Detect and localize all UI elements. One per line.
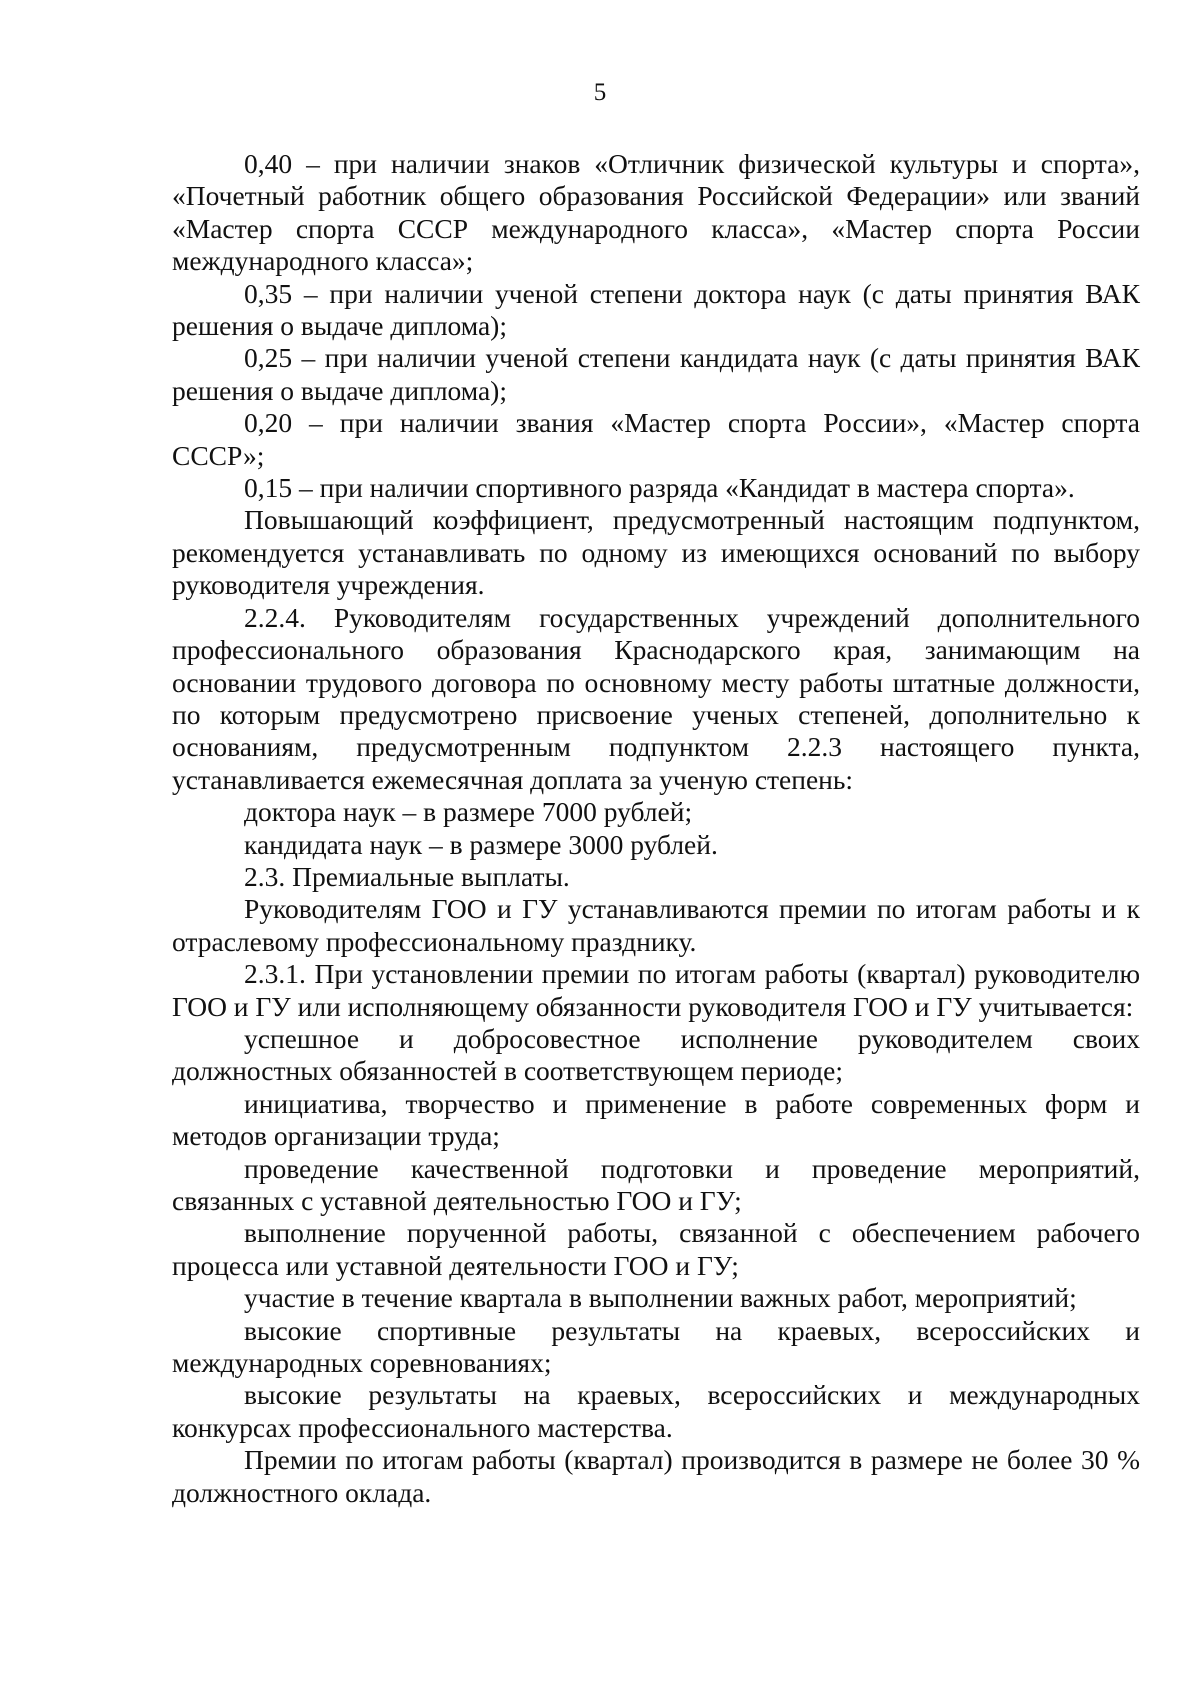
paragraph-coefficient-035: 0,35 – при наличии ученой степени доктора наук (с даты принятия ВАК решения о выдаче диплома); <box>172 277 1140 342</box>
list-item-quarter-participation: участие в течение квартала в выполнении важных работ, мероприятий; <box>244 1282 1077 1314</box>
list-item-sports-results: высокие спортивные результаты на краевых, всероссийских и международных соревнованиях; <box>172 1314 1140 1379</box>
document-body <box>172 148 1140 1509</box>
list-item-assigned-work: выполнение порученной работы, связанной с обеспечением рабочего процесса или уставной деятельности ГОО и ГУ; <box>172 1217 1140 1281</box>
paragraph-doctor-payment: доктора наук – в размере 7000 рублей; <box>244 796 693 828</box>
paragraph-coefficient-020: 0,20 – при наличии звания «Мастер спорта России», «Мастер спорта СССР»; <box>172 407 1140 471</box>
paragraph-2-2-4: 2.2.4. Руководителям государственных учреждений дополнительного профессионального образования Краснодарского края, занимающим на основании трудового договора по основному месту работы штатные должности, по которым предусмотрено присвоение ученых степеней, дополнительно к основаниям, предусмотренным подпунктом 2.2.3 настоящего пункта, устанавливается ежемесячная доплата за ученую степень: <box>172 601 1140 795</box>
paragraph-coefficient-015: 0,15 – при наличии спортивного разряда «Кандидат в мастера спорта». <box>244 472 1075 504</box>
paragraph-coefficient-note: Повышающий коэффициент, предусмотренный настоящим подпунктом, рекомендуется устанавливать по одному из имеющихся оснований по выбору руководителя учреждения. <box>172 504 1140 601</box>
paragraph-2-3-1: 2.3.1. При установлении премии по итогам работы (квартал) руководителю ГОО и ГУ или исполняющему обязанности руководителя ГОО и ГУ учитывается: <box>172 958 1140 1022</box>
paragraph-2-3-heading: 2.3. Премиальные выплаты. <box>244 860 570 892</box>
paragraph-coefficient-025: 0,25 – при наличии ученой степени кандидата наук (с даты принятия ВАК решения о выдаче диплома); <box>172 342 1140 406</box>
list-item-initiative: инициатива, творчество и применение в работе современных форм и методов организации труда; <box>172 1087 1140 1152</box>
paragraph-bonuses-intro: Руководителям ГОО и ГУ устанавливаются премии по итогам работы и к отраслевому профессиональному празднику. <box>172 893 1140 957</box>
paragraph-coefficient-040: 0,40 – при наличии знаков «Отличник физической культуры и спорта», «Почетный работник общего образования Российской Федерации» или званий «Мастер спорта СССР международного класса», «Мастер спорта России международного класса»; <box>172 148 1140 277</box>
list-item-contest-results: высокие результаты на краевых, всероссийских и международных конкурсах профессионального мастерства. <box>172 1379 1140 1443</box>
page-number: 5 <box>593 79 607 106</box>
list-item-events: проведение качественной подготовки и проведение мероприятий, связанных с уставной деятельностью ГОО и ГУ; <box>172 1152 1140 1216</box>
paragraph-candidate-payment: кандидата наук – в размере 3000 рублей. <box>244 828 718 860</box>
paragraph-bonus-amount: Премии по итогам работы (квартал) производится в размере не более 30 % должностного оклада. <box>172 1444 1140 1508</box>
list-item-duties: успешное и добросовестное исполнение руководителем своих должностных обязанностей в соответствующем периоде; <box>172 1022 1140 1087</box>
